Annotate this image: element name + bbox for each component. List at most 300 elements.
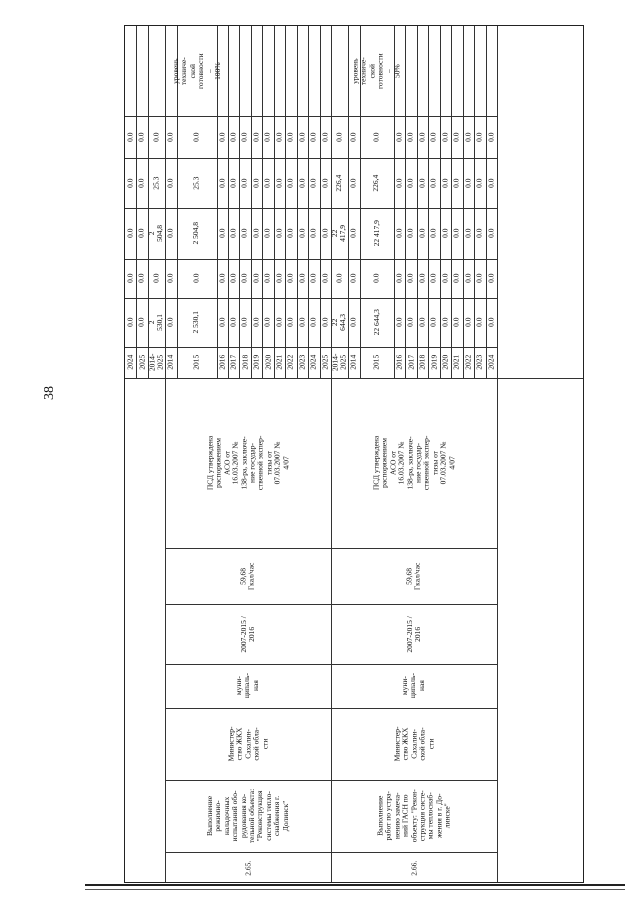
cell-text: 0.0 bbox=[428, 317, 438, 328]
cell-text: уровень техниче- ской готовности – 100% bbox=[170, 53, 222, 89]
cell-text: 25.3 bbox=[151, 176, 161, 190]
cell-text: 0.0 bbox=[274, 132, 284, 142]
field-divider bbox=[125, 259, 497, 260]
row-v3 bbox=[285, 158, 296, 208]
row-v1 bbox=[148, 259, 165, 298]
row-v0 bbox=[417, 298, 428, 347]
cell-text: 2015 bbox=[371, 354, 381, 370]
cell-text: 22 644,3 bbox=[330, 314, 348, 331]
row-v2 bbox=[428, 208, 439, 259]
item-divider bbox=[165, 378, 166, 882]
row-v3 bbox=[331, 158, 348, 208]
cell-text: 0.0 bbox=[165, 132, 175, 142]
row-v4 bbox=[285, 116, 296, 158]
row-v3 bbox=[440, 158, 451, 208]
row-v3 bbox=[451, 158, 462, 208]
cell-text: 2 504,8 bbox=[147, 225, 165, 242]
row-v2 bbox=[308, 208, 319, 259]
cell-text: 2 504,8 bbox=[191, 222, 201, 245]
cell-text: 2007-2015 / 2016 bbox=[238, 615, 257, 653]
cell-text: 0.0 bbox=[463, 317, 473, 328]
item-basis bbox=[331, 378, 497, 548]
cell-text: 2.65. bbox=[242, 860, 252, 876]
cell-text: 0.0 bbox=[151, 132, 161, 142]
row-v2 bbox=[440, 208, 451, 259]
cell-text: 0.0 bbox=[136, 228, 146, 239]
cell-text: 0.0 bbox=[417, 132, 427, 142]
row-v3 bbox=[463, 158, 474, 208]
field-divider bbox=[125, 347, 497, 348]
row-v2 bbox=[239, 208, 250, 259]
row-v3 bbox=[308, 158, 319, 208]
cell-text: 2025 bbox=[320, 354, 330, 370]
item-num bbox=[165, 852, 331, 884]
row-divider bbox=[497, 26, 498, 378]
cell-text: 0.0 bbox=[228, 273, 238, 284]
cell-text: 0.0 bbox=[320, 228, 330, 239]
cell-text: 0.0 bbox=[417, 228, 427, 239]
row-v2 bbox=[262, 208, 273, 259]
row-note bbox=[350, 26, 402, 116]
cell-text: 0.0 bbox=[239, 178, 249, 188]
row-v4 bbox=[360, 116, 394, 158]
cell-text: 0.0 bbox=[251, 178, 261, 188]
row-v3 bbox=[486, 158, 497, 208]
row-year bbox=[177, 347, 217, 377]
row-year bbox=[394, 347, 405, 377]
cell-text: 0.0 bbox=[334, 132, 344, 142]
cell-text: 0.0 bbox=[285, 228, 295, 239]
row-v3 bbox=[262, 158, 273, 208]
cell-text: 0.0 bbox=[285, 273, 295, 284]
row-v1 bbox=[262, 259, 273, 298]
cell-text: 0.0 bbox=[285, 178, 295, 188]
row-v2 bbox=[125, 208, 136, 259]
row-year bbox=[285, 347, 296, 377]
item-num bbox=[331, 852, 497, 884]
row-year bbox=[428, 347, 439, 377]
row-v1 bbox=[274, 259, 285, 298]
cell-text: 0.0 bbox=[486, 228, 496, 239]
row-v1 bbox=[405, 259, 416, 298]
row-v4 bbox=[331, 116, 348, 158]
cell-text: 0.0 bbox=[262, 132, 272, 142]
cell-text: 0.0 bbox=[463, 132, 473, 142]
row-v1 bbox=[474, 259, 485, 298]
cell-text: 0.0 bbox=[251, 273, 261, 284]
row-v2 bbox=[136, 208, 147, 259]
row-v3 bbox=[251, 158, 262, 208]
cell-text: 0.0 bbox=[394, 273, 404, 284]
item-capacity bbox=[165, 548, 331, 604]
cell-text: 0.0 bbox=[348, 273, 358, 284]
cell-text: 2016 bbox=[394, 354, 404, 370]
cell-text: 0.0 bbox=[136, 132, 146, 142]
cell-text: 0.0 bbox=[417, 317, 427, 328]
cell-text: 0.0 bbox=[440, 228, 450, 239]
row-year bbox=[360, 347, 394, 377]
item-period bbox=[331, 604, 497, 664]
item-field-divider bbox=[165, 780, 497, 781]
cell-text: 2019 bbox=[428, 354, 438, 370]
row-year bbox=[405, 347, 416, 377]
row-v4 bbox=[125, 116, 136, 158]
row-v3 bbox=[217, 158, 228, 208]
item-ownership bbox=[165, 664, 331, 708]
cell-text: 0.0 bbox=[451, 178, 461, 188]
cell-text: 0.0 bbox=[463, 228, 473, 239]
cell-text: 0.0 bbox=[348, 228, 358, 239]
cell-text: 0.0 bbox=[297, 132, 307, 142]
row-v3 bbox=[348, 158, 359, 208]
cell-text: 0.0 bbox=[239, 273, 249, 284]
cell-text: 2007-2015 / 2016 bbox=[404, 615, 422, 653]
cell-text: 0.0 bbox=[228, 178, 238, 188]
cell-text: 0.0 bbox=[308, 228, 318, 239]
cell-text: 2.66. bbox=[408, 860, 418, 876]
row-v4 bbox=[274, 116, 285, 158]
cell-text: ПСД утверждена распоряжением АСО от 16.03.2007 № 138-ра, заключе- ние государ- ственной экспер- тизы от 07.03.2007 № 4/07 bbox=[371, 435, 456, 491]
cell-text: 2 530,1 bbox=[191, 311, 201, 334]
cell-text: 0.0 bbox=[136, 273, 146, 284]
item-capacity bbox=[331, 548, 497, 604]
row-v2 bbox=[251, 208, 262, 259]
cell-text: 2024 bbox=[125, 354, 135, 370]
row-v4 bbox=[228, 116, 239, 158]
cell-text: 0.0 bbox=[417, 178, 427, 188]
item-field-divider bbox=[165, 664, 497, 665]
item-field-divider bbox=[165, 852, 497, 853]
row-v2 bbox=[360, 208, 394, 259]
row-v0 bbox=[451, 298, 462, 347]
row-v1 bbox=[440, 259, 451, 298]
item-basis bbox=[165, 378, 331, 548]
item-customer bbox=[165, 708, 331, 780]
cell-text: 0.0 bbox=[405, 317, 415, 328]
cell-text: 0.0 bbox=[486, 273, 496, 284]
row-v2 bbox=[405, 208, 416, 259]
item-field-divider bbox=[165, 548, 497, 549]
row-year bbox=[251, 347, 262, 377]
cell-text: 0.0 bbox=[228, 132, 238, 142]
cell-text: 0.0 bbox=[308, 132, 318, 142]
row-v2 bbox=[274, 208, 285, 259]
row-v1 bbox=[394, 259, 405, 298]
row-v1 bbox=[217, 259, 228, 298]
cell-text: 0.0 bbox=[428, 132, 438, 142]
row-v1 bbox=[428, 259, 439, 298]
row-v3 bbox=[320, 158, 331, 208]
field-divider bbox=[125, 158, 497, 159]
cell-text: 25.3 bbox=[191, 176, 201, 190]
cell-text: 0.0 bbox=[474, 273, 484, 284]
item-name bbox=[331, 780, 497, 852]
row-v4 bbox=[486, 116, 497, 158]
row-year bbox=[486, 347, 497, 377]
cell-text: 0.0 bbox=[451, 132, 461, 142]
row-v3 bbox=[405, 158, 416, 208]
field-divider bbox=[125, 208, 497, 209]
row-v3 bbox=[274, 158, 285, 208]
row-v0 bbox=[360, 298, 394, 347]
row-v4 bbox=[251, 116, 262, 158]
row-v4 bbox=[405, 116, 416, 158]
cell-text: 0.0 bbox=[451, 317, 461, 328]
cell-text: 0.0 bbox=[151, 273, 161, 284]
cell-text: 2017 bbox=[405, 354, 415, 370]
row-v3 bbox=[360, 158, 394, 208]
cell-text: 0.0 bbox=[463, 273, 473, 284]
row-v3 bbox=[148, 158, 165, 208]
row-year bbox=[320, 347, 331, 377]
cell-text: ПСД утверждена распоряжением АСО от 16.03.2007 № 138-ра, заключе- ние государ- ственной экспер- тизы от 07.03.2007 № 4/07 bbox=[205, 435, 290, 491]
cell-text: 59,68 Гкал/час bbox=[404, 562, 422, 590]
footer-rule-thin bbox=[85, 889, 625, 890]
row-year bbox=[165, 347, 176, 377]
item-divider bbox=[497, 378, 498, 882]
cell-text: 0.0 bbox=[125, 228, 135, 239]
cell-text: 2019 bbox=[251, 354, 261, 370]
row-v4 bbox=[348, 116, 359, 158]
row-v4 bbox=[177, 116, 217, 158]
row-v0 bbox=[165, 298, 176, 347]
cell-text: 2022 bbox=[463, 354, 473, 370]
row-year bbox=[440, 347, 451, 377]
row-v0 bbox=[217, 298, 228, 347]
row-v1 bbox=[463, 259, 474, 298]
cell-text: 0.0 bbox=[474, 228, 484, 239]
row-v1 bbox=[177, 259, 217, 298]
cell-text: 0.0 bbox=[474, 178, 484, 188]
cell-text: 2017 bbox=[228, 354, 238, 370]
row-v0 bbox=[474, 298, 485, 347]
row-year bbox=[148, 347, 165, 377]
row-v2 bbox=[331, 208, 348, 259]
row-year bbox=[463, 347, 474, 377]
row-v0 bbox=[262, 298, 273, 347]
cell-text: 0.0 bbox=[136, 317, 146, 328]
cell-text: 0.0 bbox=[191, 132, 201, 142]
cell-text: 226,4 bbox=[334, 174, 344, 192]
section-divider bbox=[125, 378, 583, 379]
cell-text: 0.0 bbox=[239, 228, 249, 239]
cell-text: 0.0 bbox=[165, 178, 175, 188]
row-v1 bbox=[451, 259, 462, 298]
cell-text: 2023 bbox=[297, 354, 307, 370]
row-v4 bbox=[394, 116, 405, 158]
row-v3 bbox=[428, 158, 439, 208]
cell-text: 0.0 bbox=[262, 228, 272, 239]
cell-text: 0.0 bbox=[262, 178, 272, 188]
row-v2 bbox=[217, 208, 228, 259]
cell-text: 0.0 bbox=[334, 273, 344, 284]
row-v0 bbox=[348, 298, 359, 347]
cell-text: 2024 bbox=[308, 354, 318, 370]
cell-text: 2020 bbox=[262, 354, 272, 370]
row-v1 bbox=[125, 259, 136, 298]
item-field-divider bbox=[165, 604, 497, 605]
row-v4 bbox=[148, 116, 165, 158]
item-ownership bbox=[331, 664, 497, 708]
cell-text: 0.0 bbox=[320, 178, 330, 188]
cell-text: 0.0 bbox=[228, 228, 238, 239]
cell-text: 0.0 bbox=[394, 178, 404, 188]
row-year bbox=[125, 347, 136, 377]
row-v1 bbox=[320, 259, 331, 298]
cell-text: Министер- ство ЖКХ Сахалин- ской обла- сти bbox=[226, 726, 269, 762]
row-v4 bbox=[297, 116, 308, 158]
cell-text: 2025 bbox=[136, 354, 146, 370]
row-v0 bbox=[297, 298, 308, 347]
cell-text: 0.0 bbox=[297, 178, 307, 188]
cell-text: 0.0 bbox=[474, 132, 484, 142]
cell-text: 0.0 bbox=[262, 273, 272, 284]
row-v3 bbox=[228, 158, 239, 208]
row-v1 bbox=[136, 259, 147, 298]
row-year bbox=[228, 347, 239, 377]
cell-text: 2014-2025 bbox=[147, 353, 165, 371]
row-year bbox=[451, 347, 462, 377]
cell-text: 2020 bbox=[440, 354, 450, 370]
cell-text: 0.0 bbox=[165, 273, 175, 284]
row-v2 bbox=[394, 208, 405, 259]
cell-text: 0.0 bbox=[451, 273, 461, 284]
cell-text: 22 644,3 bbox=[371, 309, 381, 336]
item-field-divider bbox=[165, 708, 497, 709]
cell-text: 0.0 bbox=[394, 317, 404, 328]
row-v2 bbox=[165, 208, 176, 259]
row-v1 bbox=[331, 259, 348, 298]
cell-text: 0.0 bbox=[165, 317, 175, 328]
row-year bbox=[348, 347, 359, 377]
cell-text: уровень техниче- ской готовности – 50% bbox=[350, 53, 402, 89]
row-v4 bbox=[474, 116, 485, 158]
cell-text: 0.0 bbox=[191, 273, 201, 284]
cell-text: 0.0 bbox=[274, 228, 284, 239]
item-period bbox=[165, 604, 331, 664]
row-v0 bbox=[331, 298, 348, 347]
cell-text: муни- ципаль- ная bbox=[234, 673, 261, 699]
row-v2 bbox=[474, 208, 485, 259]
cell-text: 0.0 bbox=[297, 273, 307, 284]
field-divider bbox=[125, 116, 497, 117]
row-v3 bbox=[125, 158, 136, 208]
cell-text: 0.0 bbox=[262, 317, 272, 328]
cell-text: 0.0 bbox=[251, 132, 261, 142]
row-v4 bbox=[262, 116, 273, 158]
cell-text: 0.0 bbox=[405, 228, 415, 239]
cell-text: 0.0 bbox=[217, 317, 227, 328]
row-v0 bbox=[239, 298, 250, 347]
cell-text: 2015 bbox=[191, 354, 201, 370]
cell-text: Выполнение режимно- наладочных испытаний обо- рудования ко- тельной объекта: "Реконструкция системы тепло- снабжения г. Долинск" bbox=[205, 788, 290, 844]
cell-text: 22 417,9 bbox=[330, 225, 348, 242]
row-v2 bbox=[177, 208, 217, 259]
cell-text: 0.0 bbox=[417, 273, 427, 284]
cell-text: 0.0 bbox=[486, 317, 496, 328]
row-v0 bbox=[440, 298, 451, 347]
row-v2 bbox=[148, 208, 165, 259]
row-v0 bbox=[285, 298, 296, 347]
cell-text: 22 417,9 bbox=[371, 220, 381, 247]
cell-text: 0.0 bbox=[405, 273, 415, 284]
cell-text: 2018 bbox=[239, 354, 249, 370]
cell-text: 2021 bbox=[451, 354, 461, 370]
cell-text: 0.0 bbox=[486, 132, 496, 142]
row-v0 bbox=[228, 298, 239, 347]
cell-text: 0.0 bbox=[125, 273, 135, 284]
row-v4 bbox=[320, 116, 331, 158]
row-v4 bbox=[463, 116, 474, 158]
cell-text: 0.0 bbox=[251, 228, 261, 239]
row-v0 bbox=[148, 298, 165, 347]
cell-text: 0.0 bbox=[440, 178, 450, 188]
cell-text: 2022 bbox=[285, 354, 295, 370]
cell-text: 0.0 bbox=[251, 317, 261, 328]
row-year bbox=[217, 347, 228, 377]
row-year bbox=[297, 347, 308, 377]
cell-text: 0.0 bbox=[428, 273, 438, 284]
cell-text: 0.0 bbox=[297, 228, 307, 239]
cell-text: 0.0 bbox=[320, 317, 330, 328]
cell-text: 2024 bbox=[486, 354, 496, 370]
row-v1 bbox=[165, 259, 176, 298]
cell-text: 2021 bbox=[274, 354, 284, 370]
data-table bbox=[124, 25, 584, 883]
row-v1 bbox=[360, 259, 394, 298]
cell-text: 59,68 Гкал/час bbox=[238, 562, 257, 590]
row-v0 bbox=[394, 298, 405, 347]
row-v0 bbox=[136, 298, 147, 347]
row-year bbox=[262, 347, 273, 377]
row-v0 bbox=[405, 298, 416, 347]
cell-text: 0.0 bbox=[217, 178, 227, 188]
cell-text: 0.0 bbox=[165, 228, 175, 239]
row-v1 bbox=[486, 259, 497, 298]
cell-text: 2018 bbox=[417, 354, 427, 370]
cell-text: 0.0 bbox=[308, 273, 318, 284]
row-v2 bbox=[486, 208, 497, 259]
row-v1 bbox=[308, 259, 319, 298]
row-v3 bbox=[165, 158, 176, 208]
cell-text: 0.0 bbox=[394, 228, 404, 239]
cell-text: 0.0 bbox=[285, 132, 295, 142]
row-v4 bbox=[417, 116, 428, 158]
row-v4 bbox=[165, 116, 176, 158]
cell-text: 0.0 bbox=[217, 273, 227, 284]
cell-text: муни- ципаль- ная bbox=[400, 673, 427, 699]
cell-text: 0.0 bbox=[297, 317, 307, 328]
cell-text: 0.0 bbox=[405, 178, 415, 188]
cell-text: 0.0 bbox=[394, 132, 404, 142]
cell-text: 0.0 bbox=[217, 132, 227, 142]
cell-text: 0.0 bbox=[125, 317, 135, 328]
row-year bbox=[274, 347, 285, 377]
row-v3 bbox=[239, 158, 250, 208]
row-v4 bbox=[217, 116, 228, 158]
cell-text: Министер- ство ЖКХ Сахалин- ской обла- сти bbox=[392, 726, 435, 762]
cell-text: 0.0 bbox=[440, 273, 450, 284]
cell-text: 0.0 bbox=[428, 178, 438, 188]
row-year bbox=[136, 347, 147, 377]
cell-text: 2014 bbox=[165, 354, 175, 370]
cell-text: 0.0 bbox=[228, 317, 238, 328]
row-v1 bbox=[239, 259, 250, 298]
cell-text: 0.0 bbox=[371, 132, 381, 142]
row-v0 bbox=[486, 298, 497, 347]
cell-text: 0.0 bbox=[463, 178, 473, 188]
cell-text: 0.0 bbox=[486, 178, 496, 188]
